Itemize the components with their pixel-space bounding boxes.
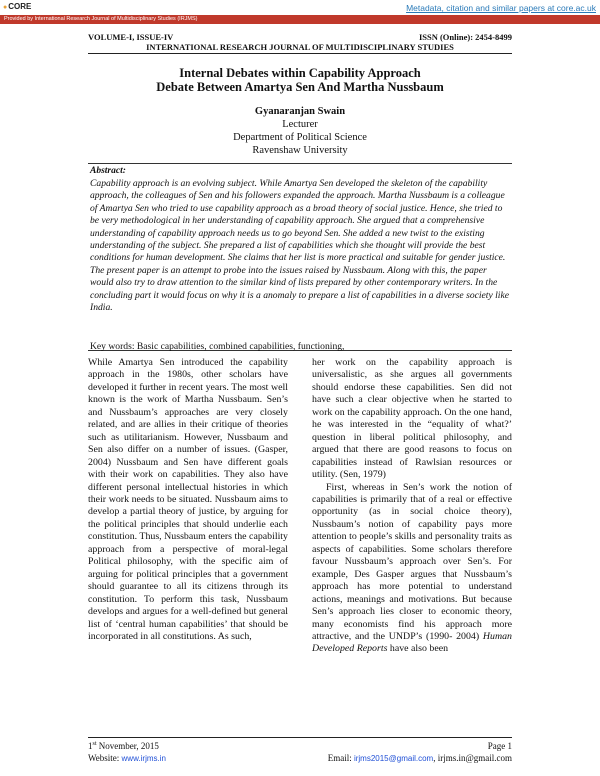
footer-date	[88, 741, 159, 751]
body-column-left	[88, 357, 288, 643]
footer-rule	[88, 737, 512, 738]
author-department: Department of Political Science	[233, 132, 367, 143]
issn-label: ISSN (Online): 2454-8499	[418, 32, 512, 42]
website-label: Website:	[88, 753, 122, 763]
header-rule	[88, 53, 512, 54]
author-position: Lecturer	[282, 119, 318, 130]
footer-website	[88, 753, 166, 763]
email-link[interactable]: irjms2015@gmail.com	[353, 754, 434, 763]
body-paragraph-1: While Amartya Sen introduced the capability approach in the 1980s, other scholars have developed it further in recent years. The most well known is the work of Martha Nussbaum. Sen’s and Nussbaum’s approaches are very closely related, and are allies in their critique of theories such as utilitarianism. However, Nussbaum and Sen also differ on a number of issues. (Gasper, 2004) Nussbaum and Sen have different goals with their work on capabilities. They also have different personal intellectual histories in which their work needs to be situated. Nussbaum aims to develop a partial theory of justice, by arguing for the political principles that should underlie each constitution. Thus, Nussbaum enters the capability approach from a perspective of moral-legal Political philosophy, with the specific aim of arguing for political principles that a government should guarantee to all its citizens through its constitution. To perform this task, Nussbaum develops and argues for a well-defined but general list of ‘central human capabilities’ that should be incorporated in all constitutions. As such,	[88, 357, 288, 642]
website-link[interactable]: www.irjms.in	[121, 754, 166, 763]
provided-by-text: Provided by International Research Journal of Multidisciplinary Studies (IRJMS)	[4, 16, 198, 22]
email-secondary: , irjms.in@gmail.com	[433, 753, 512, 763]
email-label: Email:	[327, 753, 354, 763]
author-name: Gyanaranjan Swain	[254, 106, 346, 117]
page-number: Page 1	[487, 741, 512, 751]
provided-by-bar	[0, 15, 600, 24]
body-paragraph-3	[312, 482, 512, 656]
abstract-heading: Abstract:	[90, 166, 126, 176]
paper-title-line2: Debate Between Amartya Sen And Martha Nussbaum	[156, 80, 444, 94]
abstract-text: Capability approach is an evolving subject. While Amartya Sen developed the skeleton of the capability approach, the colleagues of Sen and his followers expanded the approach. Martha Nussbaum is a colleague of Amartya Sen who tried to use capability approach as a broad theory of social justice. Hence, she tried to be very methodological in her understanding of capability approach. She argued that a comprehensive understanding of capability approach needs us to go beyond Sen. She added a new twist to the existing understanding of the subject. She prepared a list of capabilities which she thought will provide the best conditions for human development. She claims that her list is more practical and suitable for gender justice. The present paper is an attempt to probe into the issues raised by Nussbaum. Along with this, the paper would also try to draw attention to the similar kind of lists prepared by other contemporary writers. In the concluding part it would focus on why it is a anomaly to prepare a list of capabilities in a diverse society like India.	[90, 178, 509, 314]
journal-name: INTERNATIONAL RESEARCH JOURNAL OF MULTIDISCIPLINARY STUDIES	[146, 42, 454, 52]
body-paragraph-3-text: First, whereas in Sen’s work the notion of capabilities is primarily that of a real or effective opportunity (as in social choice theory), Nussbaum’s notion of capability pays more attention to people’s skills and personality traits as aspects of capabilities. Some scholars therefore favour Nussbaum’s approach over Sen’s. For example, Des Gasper argues that Nussbaum’s approach has more potential to understand actions, meanings and motivations. But because Sen’s approach lies closer to economic theory, many economists find his approach more attractive, and the UNDP’s (1990- 2004)	[312, 481, 512, 642]
core-banner	[0, 0, 600, 14]
footer-date-day: 1	[88, 741, 93, 751]
footer-email	[328, 753, 512, 763]
paper-title-line1: Internal Debates within Capability Approach	[179, 66, 421, 80]
footer-date-rest: November, 2015	[96, 741, 159, 751]
body-paragraph-3-end: have also been	[387, 643, 449, 655]
report-title: Human Developed Reports	[312, 630, 512, 655]
core-logo[interactable]	[3, 2, 31, 11]
footer-date-sup: st	[92, 741, 97, 747]
body-paragraph-2: her work on the capability approach is universalistic, as she argues all governments should endorse these capabilities. Sen did not have such a clear objective when he started to work on the capability approach. On the one hand, he was interested in the “equality of what?’ question in liberal political philosophy, and argued that there are good reasons to focus on capabilities instead of Rawlsian resources or utility. (Sen, 1979)	[312, 357, 512, 481]
core-logo-icon: ●	[3, 4, 8, 11]
author-university: Ravenshaw University	[252, 145, 348, 156]
core-metadata-link[interactable]: Metadata, citation and similar papers at core.ac.uk	[406, 3, 596, 13]
core-logo-text: CORE	[8, 2, 32, 11]
volume-label: VOLUME-I, ISSUE-IV	[88, 32, 174, 42]
keywords: Key words: Basic capabilities, combined capabilities, functioning,	[90, 341, 345, 352]
body-column-right	[312, 357, 512, 656]
